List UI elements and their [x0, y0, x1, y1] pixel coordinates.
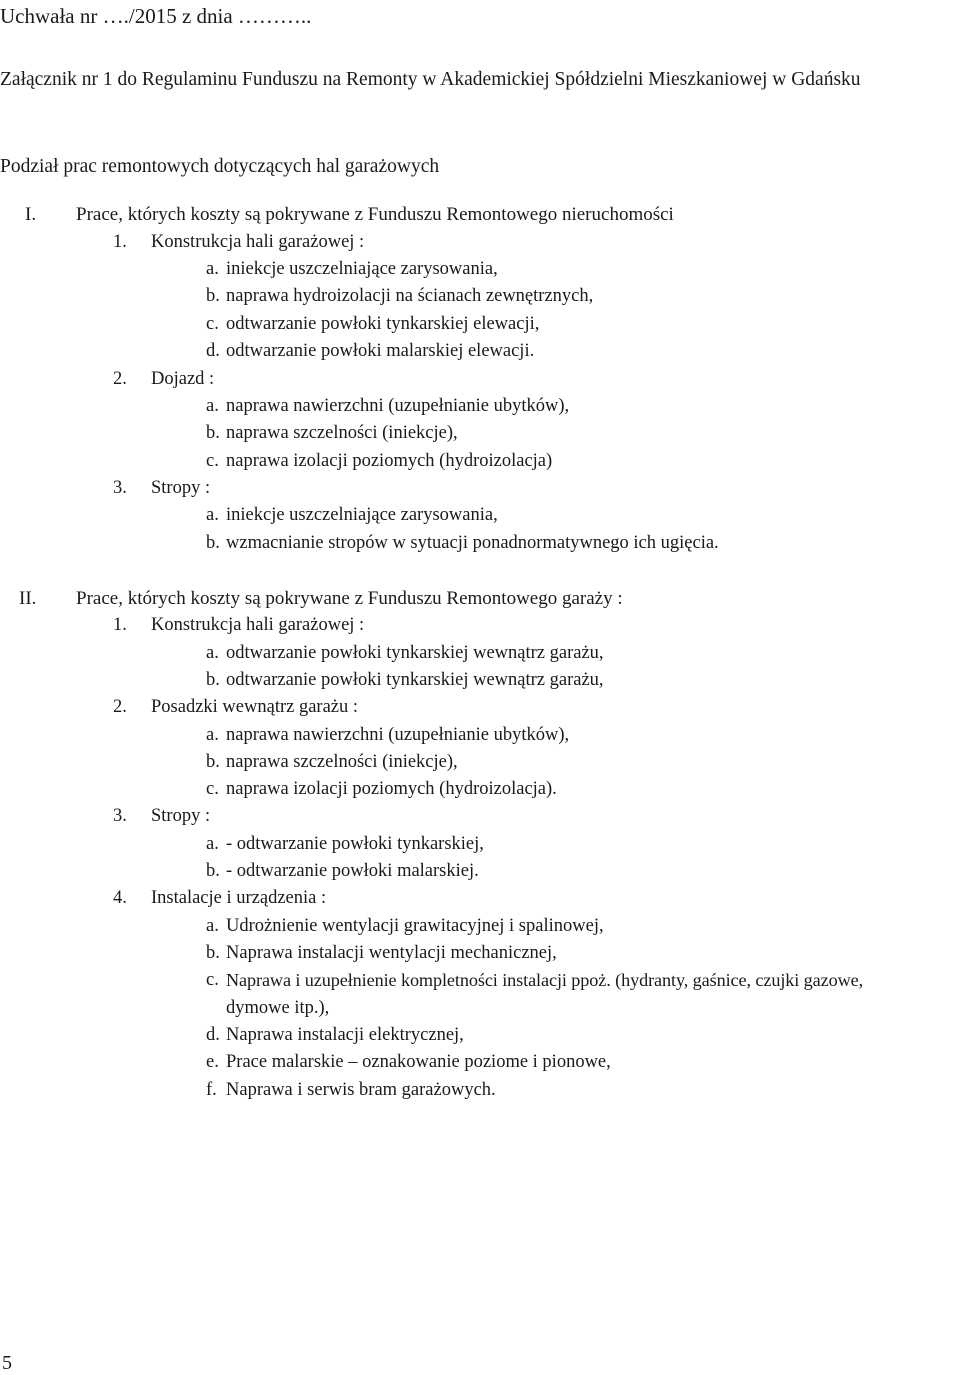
- sub-item-letter: a.: [206, 916, 219, 936]
- sub-item-text-continuation: dymowe itp.),: [226, 998, 330, 1018]
- sub-item-text: Naprawa i uzupełnienie kompletności instalacji ppoż. (hydranty, gaśnice, czujki gazowe,: [226, 970, 864, 990]
- sub-item-text: naprawa nawierzchni (uzupełnianie ubytków),: [226, 396, 570, 416]
- sub-item-letter: c.: [206, 779, 219, 799]
- sub-item-letter: a.: [206, 505, 219, 525]
- sub-item-text: iniekcje uszczelniające zarysowania,: [226, 259, 498, 279]
- item-number: 4.: [113, 888, 127, 908]
- section-heading: Prace, których koszty są pokrywane z Funduszu Remontowego garaży :: [76, 588, 623, 609]
- page-number: 5: [2, 1352, 12, 1374]
- item-heading: Stropy :: [151, 478, 211, 498]
- sub-item-text: odtwarzanie powłoki tynkarskiej wewnątrz garażu,: [226, 670, 604, 690]
- sub-item-text: naprawa nawierzchni (uzupełnianie ubytków),: [226, 725, 570, 745]
- sub-item-text: naprawa szczelności (iniekcje),: [226, 752, 458, 772]
- sub-item-letter: d.: [206, 1025, 220, 1045]
- sub-item-text: naprawa izolacji poziomych (hydroizolacja).: [226, 779, 557, 799]
- item-number: 3.: [113, 806, 127, 826]
- sub-item-letter: a.: [206, 396, 219, 416]
- item-number: 2.: [113, 369, 127, 389]
- item-number: 1.: [113, 232, 127, 252]
- sub-item-letter: b.: [206, 423, 220, 443]
- sub-item-letter: e.: [206, 1052, 219, 1072]
- sub-item-text: odtwarzanie powłoki tynkarskiej wewnątrz garażu,: [226, 643, 604, 663]
- sub-item-letter: b.: [206, 286, 220, 306]
- sub-item-letter: b.: [206, 533, 220, 553]
- sub-item-letter: a.: [206, 259, 219, 279]
- item-number: 2.: [113, 697, 127, 717]
- sub-item-letter: f.: [206, 1080, 217, 1100]
- sub-item-text: naprawa szczelności (iniekcje),: [226, 423, 458, 443]
- sub-item-text: Naprawa instalacji wentylacji mechanicznej,: [226, 943, 557, 963]
- section-heading: Prace, których koszty są pokrywane z Funduszu Remontowego nieruchomości: [76, 204, 674, 225]
- section-number: I.: [25, 204, 37, 225]
- sub-item-text: odtwarzanie powłoki malarskiej elewacji.: [226, 341, 535, 361]
- item-heading: Dojazd :: [151, 369, 215, 389]
- sub-item-letter: a.: [206, 834, 219, 854]
- item-number: 1.: [113, 615, 127, 635]
- sub-item-text: Naprawa instalacji elektrycznej,: [226, 1025, 464, 1045]
- sub-item-letter: c.: [206, 314, 219, 334]
- sub-item-letter: c.: [206, 970, 219, 990]
- item-heading: Stropy :: [151, 806, 211, 826]
- sub-item-letter: a.: [206, 725, 219, 745]
- sub-item-text: - odtwarzanie powłoki tynkarskiej,: [226, 834, 484, 854]
- item-heading: Konstrukcja hali garażowej :: [151, 615, 365, 635]
- sub-item-letter: b.: [206, 861, 220, 881]
- sub-item-text: Udrożnienie wentylacji grawitacyjnej i spalinowej,: [226, 916, 604, 936]
- sub-item-letter: b.: [206, 943, 220, 963]
- sub-item-letter: c.: [206, 451, 219, 471]
- annex-heading: Załącznik nr 1 do Regulaminu Funduszu na Remonty w Akademickiej Spółdzielni Mieszkaniowej w Gdańsku: [0, 69, 861, 90]
- sub-item-letter: b.: [206, 670, 220, 690]
- sub-item-text: naprawa izolacji poziomych (hydroizolacja): [226, 451, 553, 471]
- item-heading: Instalacje i urządzenia :: [151, 888, 327, 908]
- sub-item-text: wzmacnianie stropów w sytuacji ponadnormatywnego ich ugięcia.: [226, 533, 719, 553]
- sub-item-text: Naprawa i serwis bram garażowych.: [226, 1080, 496, 1100]
- section-number: II.: [19, 588, 37, 609]
- sub-item-letter: d.: [206, 341, 220, 361]
- resolution-title: Uchwała nr …./2015 z dnia ………..: [0, 4, 312, 28]
- sub-item-text: iniekcje uszczelniające zarysowania,: [226, 505, 498, 525]
- sub-item-text: naprawa hydroizolacji na ścianach zewnętrznych,: [226, 286, 594, 306]
- sub-item-text: odtwarzanie powłoki tynkarskiej elewacji,: [226, 314, 540, 334]
- sub-item-letter: a.: [206, 643, 219, 663]
- sub-item-letter: b.: [206, 752, 220, 772]
- document-subject: Podział prac remontowych dotyczących hal garażowych: [0, 156, 440, 177]
- item-heading: Konstrukcja hali garażowej :: [151, 232, 365, 252]
- item-heading: Posadzki wewnątrz garażu :: [151, 697, 359, 717]
- item-number: 3.: [113, 478, 127, 498]
- sub-item-text: - odtwarzanie powłoki malarskiej.: [226, 861, 479, 881]
- sub-item-text: Prace malarskie – oznakowanie poziome i pionowe,: [226, 1052, 611, 1072]
